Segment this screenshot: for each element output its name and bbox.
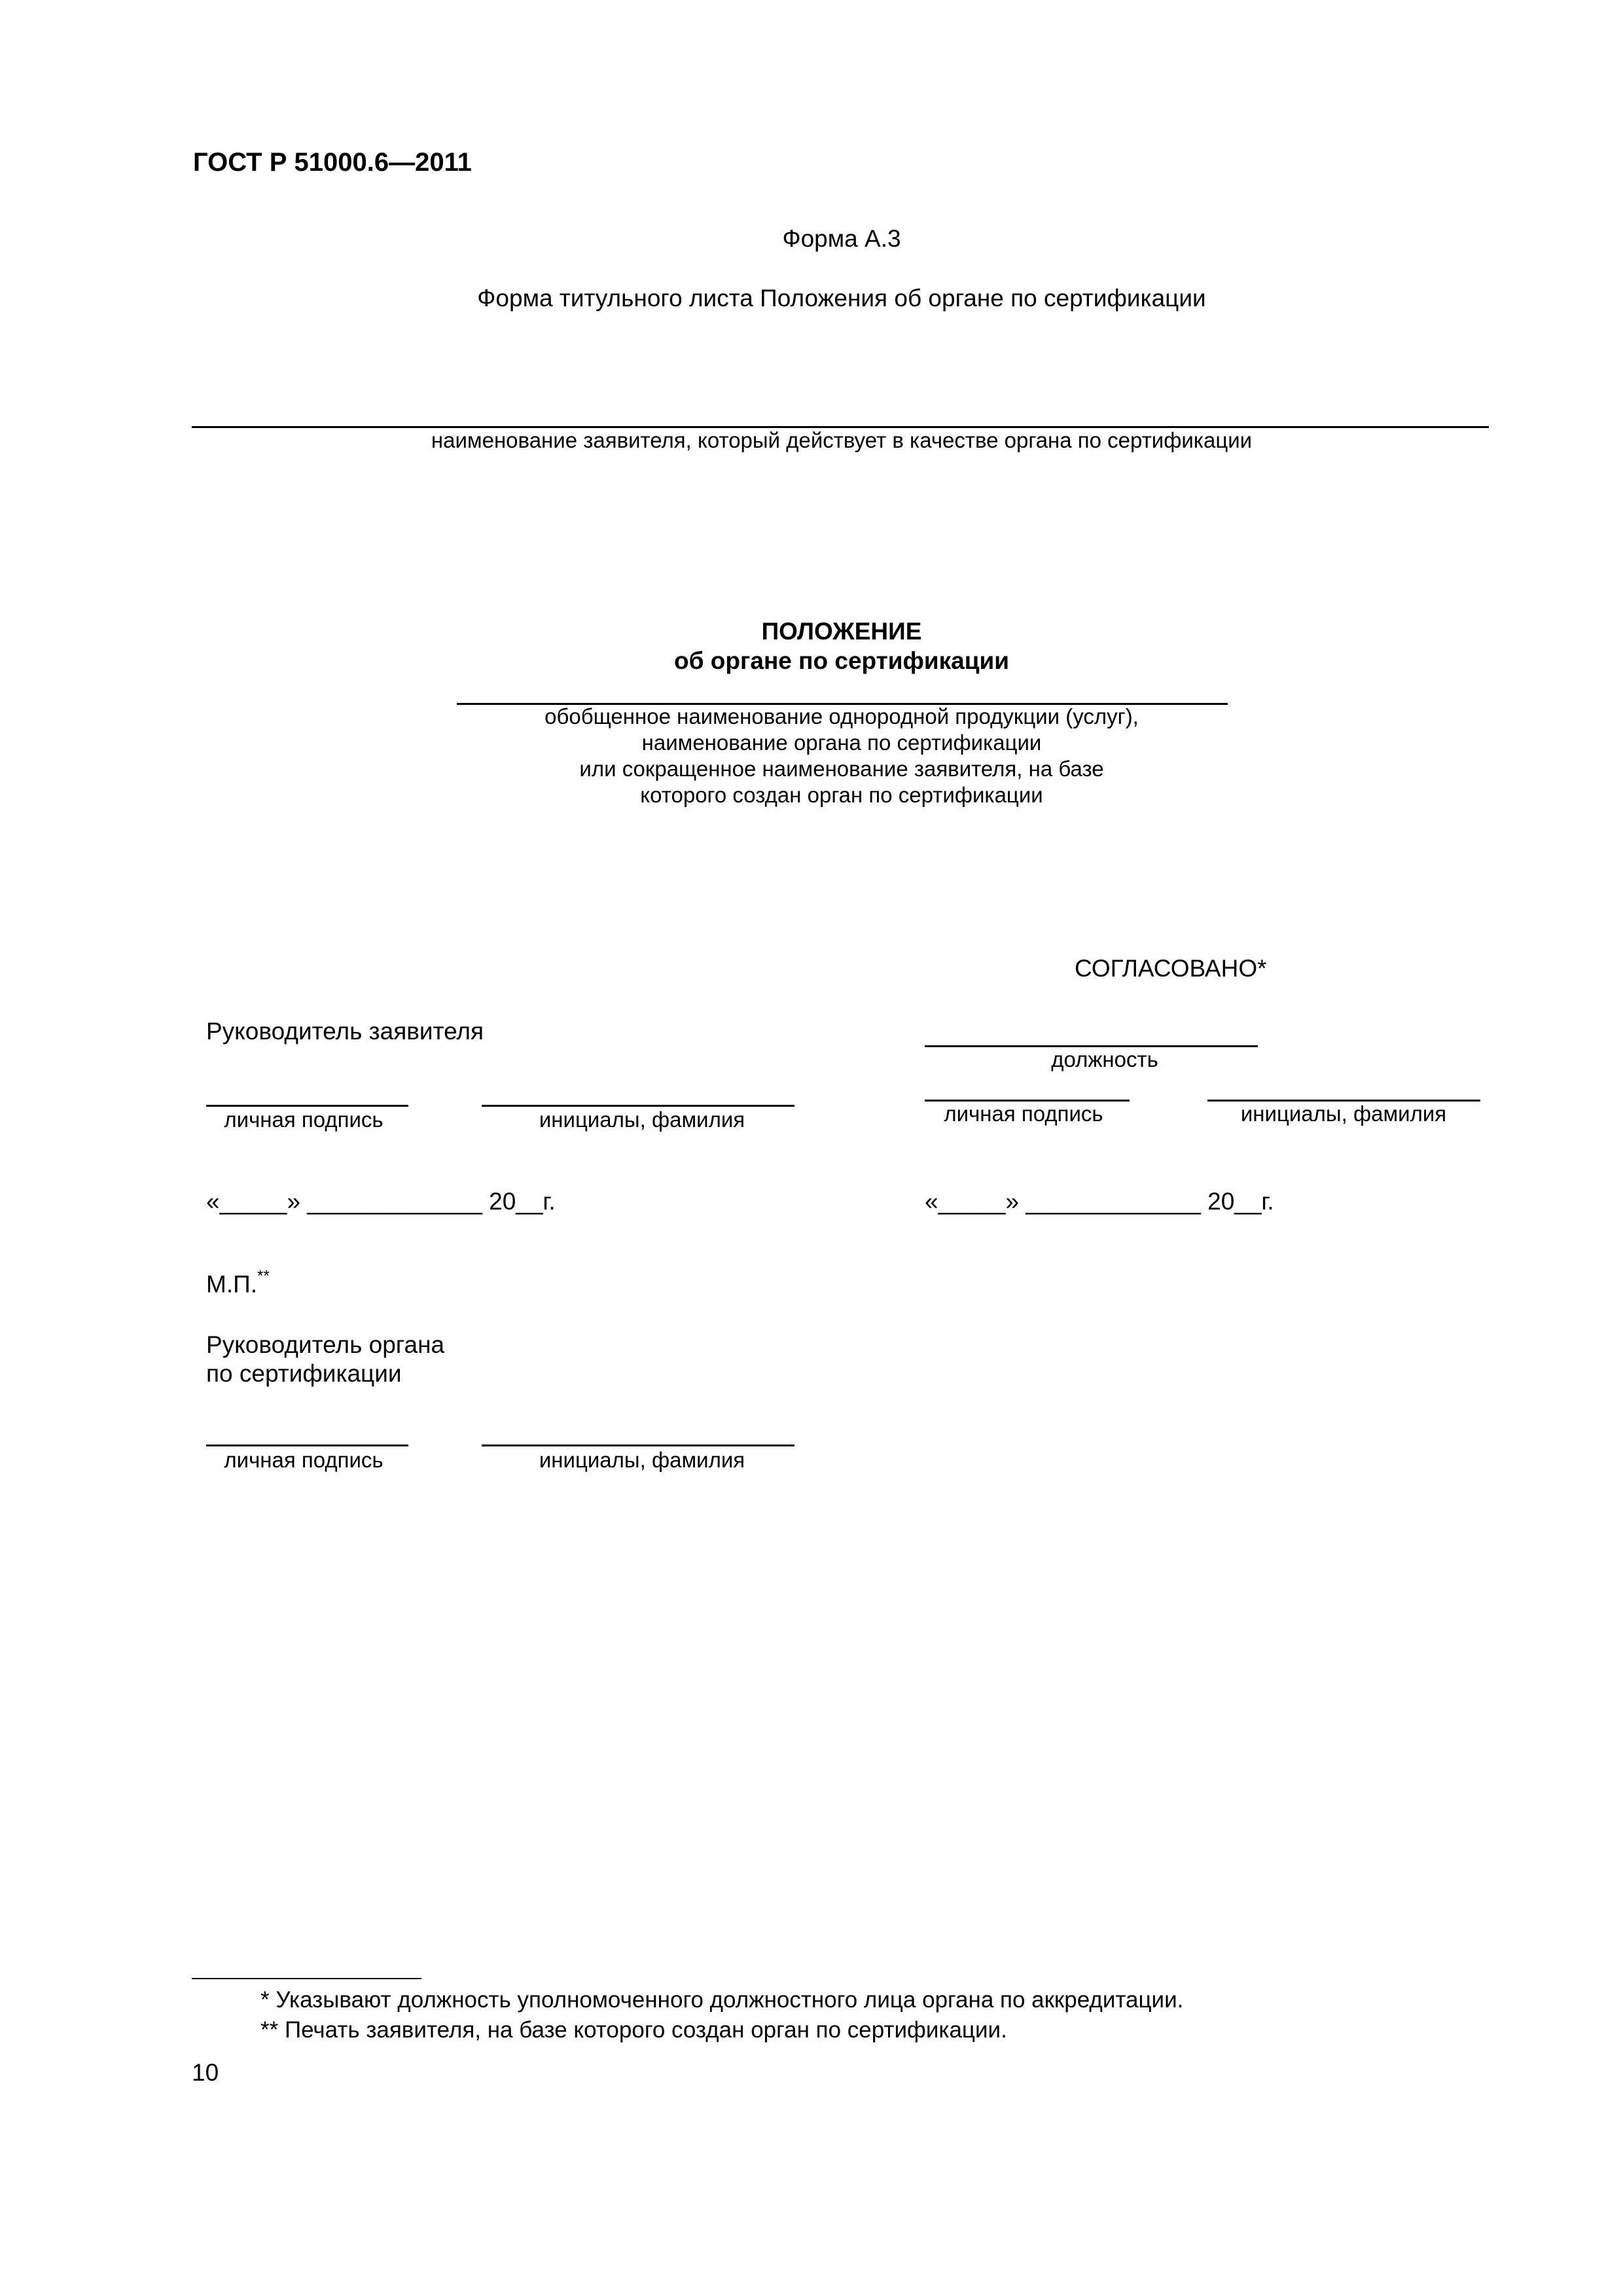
standard-designation: ГОСТ Р 51000.6—2011 <box>193 148 472 177</box>
applicant-signature-caption: личная подпись <box>224 1107 383 1132</box>
document-title-line2: об органе по сертификации <box>674 647 1009 674</box>
applicant-signature-line <box>206 1105 408 1107</box>
approver-date-line: «_____» _____________ 20__г. <box>925 1188 1274 1215</box>
applicant-name-caption: наименование заявителя, который действует в качестве органа по сертификации <box>431 428 1253 452</box>
product-caption-line: наименование органа по сертификации <box>641 730 1042 755</box>
body-head-signature-line <box>206 1444 408 1446</box>
body-head-label-line2: по сертификации <box>206 1360 402 1387</box>
product-caption-line: или сокращенное наименование заявителя, на базе <box>579 757 1104 781</box>
document-title-line1: ПОЛОЖЕНИЕ <box>761 618 922 645</box>
product-caption-line: которого создан орган по сертификации <box>640 783 1043 807</box>
page-number: 10 <box>192 2059 219 2086</box>
applicant-name-line <box>482 1105 794 1107</box>
applicant-head-label: Руководитель заявителя <box>206 1018 484 1045</box>
product-caption-line: обобщенное наименование однородной продукции (услуг), <box>544 704 1139 728</box>
approver-signature-caption: личная подпись <box>944 1102 1103 1126</box>
stamp-footnote-mark: ** <box>257 1267 270 1285</box>
applicant-name-caption: инициалы, фамилия <box>539 1107 745 1132</box>
approver-name-caption: инициалы, фамилия <box>1240 1102 1447 1126</box>
applicant-date-line: «_____» _____________ 20__г. <box>206 1188 556 1215</box>
body-head-name-line <box>482 1444 794 1446</box>
footnote-item: ** Печать заявителя, на базе которого создан орган по сертификации. <box>260 2017 1007 2043</box>
footnote-item: * Указывают должность уполномоченного должностного лица органа по аккредитации. <box>260 1987 1184 2013</box>
body-head-name-caption: инициалы, фамилия <box>539 1448 745 1472</box>
footnote-separator <box>192 1978 421 1979</box>
approved-label: СОГЛАСОВАНО* <box>1075 955 1267 982</box>
form-number: Форма А.3 <box>782 225 901 252</box>
approver-position-caption: должность <box>1051 1047 1158 1071</box>
stamp-text: М.П. <box>206 1270 257 1298</box>
stamp-label <box>206 1267 270 1298</box>
body-head-signature-caption: личная подпись <box>224 1448 383 1472</box>
body-head-label-line1: Руководитель органа <box>206 1331 445 1358</box>
form-title: Форма титульного листа Положения об органе по сертификации <box>477 285 1206 312</box>
